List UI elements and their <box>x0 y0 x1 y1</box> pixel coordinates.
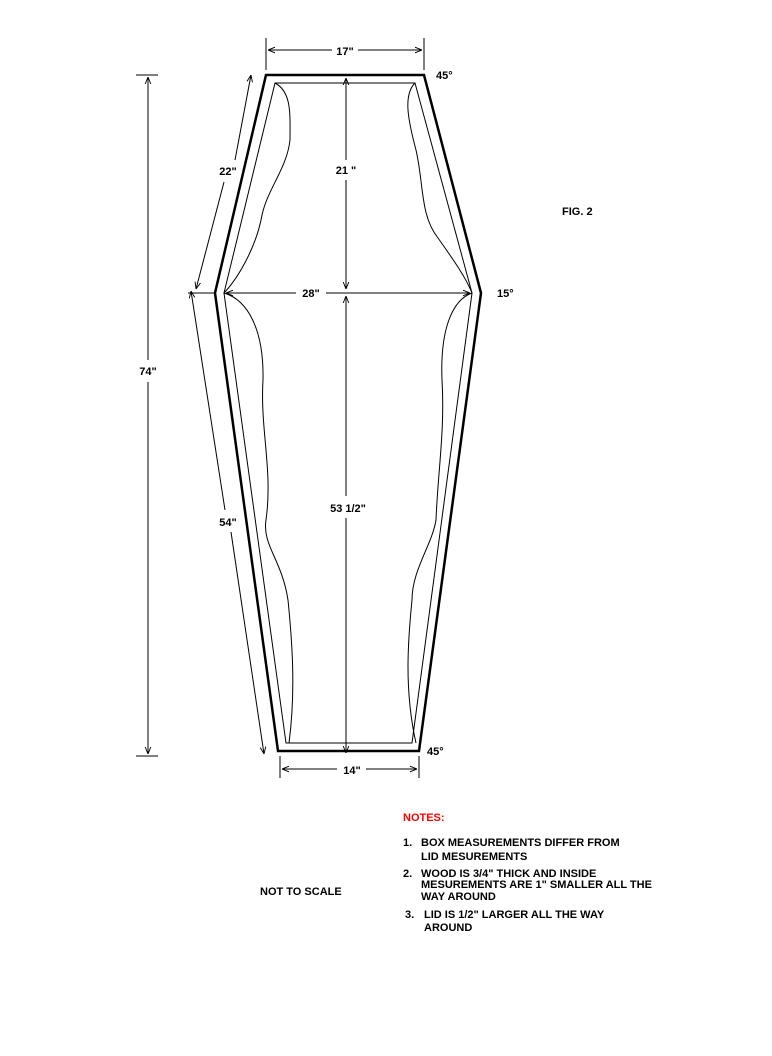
dim-bottom-width: 14" <box>343 765 361 777</box>
not-to-scale-note: NOT TO SCALE <box>260 886 342 898</box>
note-3-line-1: LID IS 1/2" LARGER ALL THE WAY <box>424 909 605 921</box>
note-2-line-1: WOOD IS 3/4" THICK AND INSIDE <box>421 868 597 880</box>
dim-overall-length: 74" <box>139 366 157 378</box>
note-2-number: 2. <box>403 868 413 880</box>
coffin-inner-outline <box>224 83 472 743</box>
dim-foot-length: 53 1/2" <box>330 503 366 515</box>
dim-upper-side: 22" <box>219 166 237 178</box>
interior-left-contour <box>224 83 293 743</box>
dim-lower-side: 54" <box>219 517 237 529</box>
figure-label: FIG. 2 <box>562 206 593 218</box>
angle-top-corner: 45° <box>436 70 453 82</box>
interior-right-contour <box>408 83 472 743</box>
dim-top-width: 17" <box>336 46 354 58</box>
dim-head-length: 21 " <box>335 165 357 177</box>
note-3-line-2: AROUND <box>424 922 473 934</box>
dim-widest-width: 28" <box>302 288 320 300</box>
note-3-number: 3. <box>405 909 415 921</box>
angle-shoulder: 15° <box>497 288 514 300</box>
angle-bottom-corner: 45° <box>427 746 444 758</box>
note-1-line-2: LID MESUREMENTS <box>421 851 528 863</box>
note-1-line-1: BOX MEASUREMENTS DIFFER FROM <box>421 837 620 849</box>
note-2-line-3: WAY AROUND <box>421 891 496 903</box>
note-1-number: 1. <box>403 837 413 849</box>
notes-title: NOTES: <box>403 812 445 824</box>
note-2-line-2: MESUREMENTS ARE 1" SMALLER ALL THE <box>421 879 652 891</box>
